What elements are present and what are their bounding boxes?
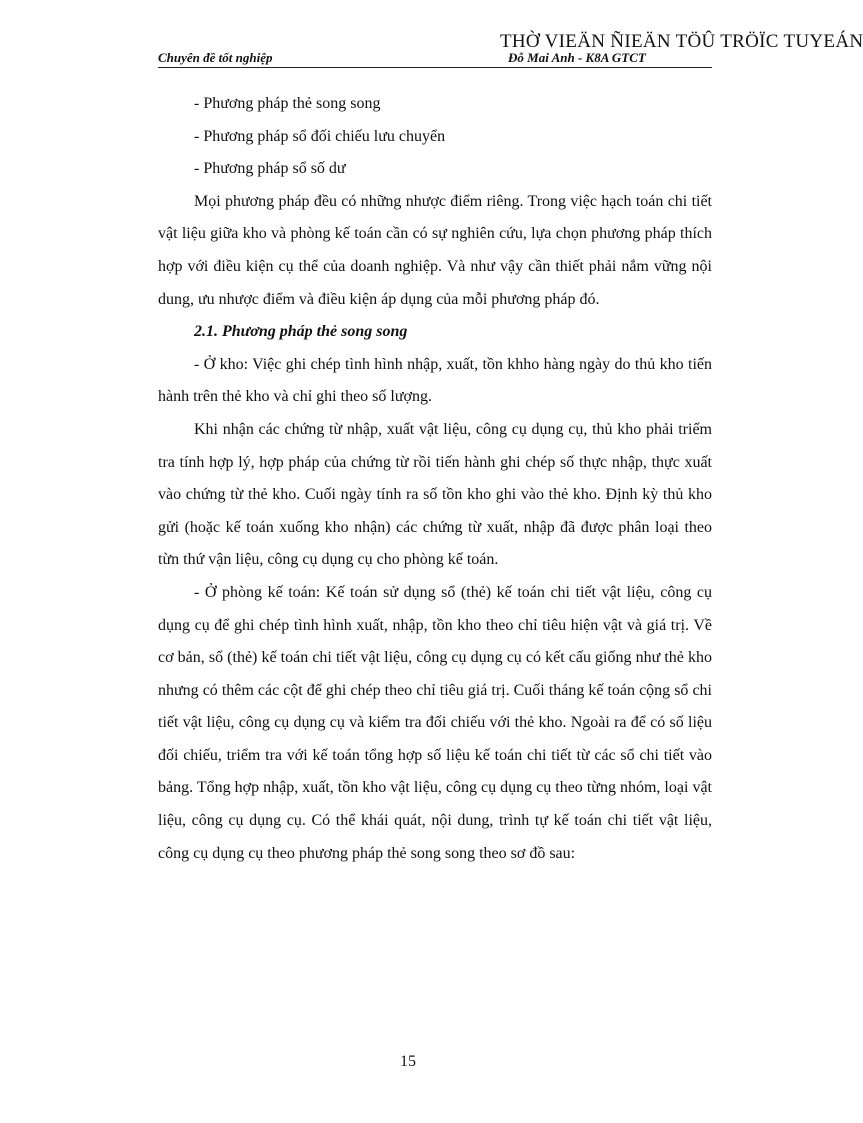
list-item: - Phương pháp sổ đối chiếu lưu chuyển xyxy=(194,127,446,145)
paragraph: - Ở kho: Việc ghi chép tình hình nhập, xuất, tồn khho hàng ngày do thủ kho tiến hành trên thẻ kho và chỉ ghi theo số lượng. xyxy=(158,355,712,406)
paragraph: - Ở phòng kế toán: Kế toán sử dụng sổ (thẻ) kế toán chi tiết vật liệu, công cụ dụng cụ để ghi chép tình hình xuất, nhập, tồn kho theo chỉ tiêu hiện vật và giá trị. Về cơ bản, sổ (thẻ) kế toán chi tiết vật liệu, công cụ dụng cụ có kết cấu giống như thẻ kho nhưng có thêm các cột để ghi chép theo chỉ tiêu giá trị. Cuối tháng kế toán cộng sổ chi tiết vật liệu, công cụ dụng cụ và kiểm tra đối chiếu với thẻ kho. Ngoài ra để có số liệu đối chiếu, triểm tra với kế toán tổng hợp số liệu kế toán chi tiết từ các sổ chi tiết vào bảng. Tổng hợp nhập, xuất, tồn kho vật liệu, công cụ dụng cụ theo từng nhóm, loại vật liệu, công cụ dụng cụ. Có thể khái quát, nội dung, trình tự kế toán chi tiết vật liệu, công cụ dụng cụ theo phương pháp thẻ song song theo sơ đồ sau: xyxy=(158,583,712,862)
list-item: - Phương pháp sổ số dư xyxy=(194,160,346,178)
paragraph: Mọi phương pháp đều có những nhược điểm riêng. Trong việc hạch toán chi tiết vật liệu giữa kho và phòng kế toán cần có sự nghiên cứu, lựa chọn phương pháp thích hợp với điều kiện cụ thể của doanh nghiệp. Và như vậy cần thiết phải nắm vững nội dung, ưu nhược điểm và điều kiện áp dụng của mỗi phương pháp đó. xyxy=(158,192,712,308)
header-document-title: Chuyên đề tốt nghiệp xyxy=(158,50,273,65)
header-divider xyxy=(158,67,712,68)
page-body xyxy=(158,88,712,870)
page-number: 15 xyxy=(400,1053,416,1070)
header-author: Đỗ Mai Anh - K8A GTCT xyxy=(508,50,646,65)
paragraph: Khi nhận các chứng từ nhập, xuất vật liệu, công cụ dụng cụ, thủ kho phải triểm tra tính hợp lý, hợp pháp của chứng từ rồi tiến hành ghi chép số thực nhập, thực xuất vào chứng từ thẻ kho. Cuối ngày tính ra số tồn kho ghi vào thẻ kho. Định kỳ thủ kho gửi (hoặc kế toán xuống kho nhận) các chứng từ xuất, nhập đã được phân loại theo từn thứ vận liệu, công cụ dụng cụ cho phòng kế toán. xyxy=(158,420,712,569)
list-item: - Phương pháp thẻ song song xyxy=(194,95,381,112)
watermark-text: THỜ VIEÄN ÑIEÄN TÖÛ TRÖÏC TUYEÁN xyxy=(500,31,863,52)
section-heading: 2.1. Phương pháp thẻ song song xyxy=(194,323,408,341)
